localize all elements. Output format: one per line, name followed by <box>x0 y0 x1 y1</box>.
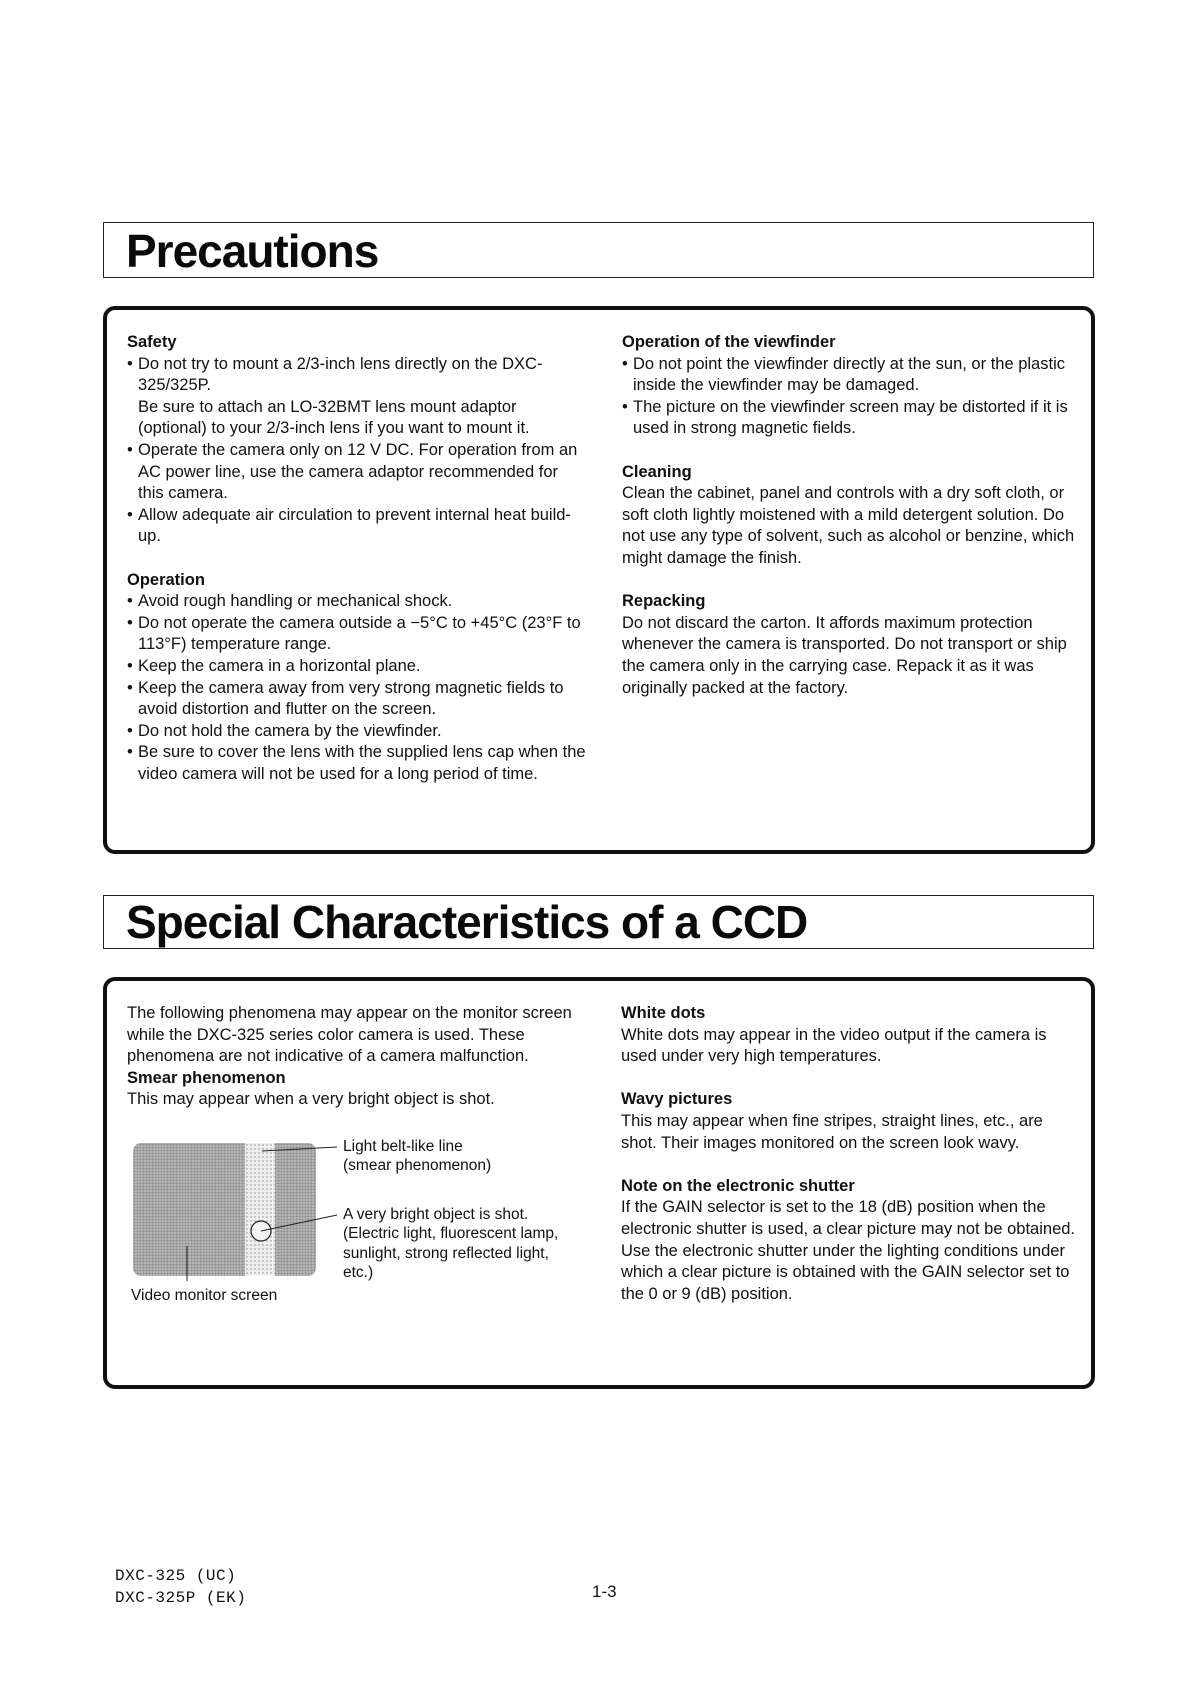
list-item: • Keep the camera in a horizontal plane. <box>127 656 587 678</box>
viewfinder-heading: Operation of the viewfinder <box>622 333 836 351</box>
footer-model-ek: DXC-325P (EK) <box>115 1589 247 1607</box>
list-item: • Do not point the viewfinder directly at the sun, or the plastic inside the viewfinder may be damaged. <box>622 354 1082 397</box>
wavy-heading: Wavy pictures <box>621 1090 733 1109</box>
safety-section <box>127 332 587 548</box>
precautions-right-column <box>622 332 1082 721</box>
list-item: • Do not operate the camera outside a −5°C to +45°C (23°F to 113°F) temperature range. <box>127 613 587 656</box>
white-dots-heading: White dots <box>621 1004 706 1022</box>
label-bright-object: A very bright object is shot. (Electric light, fluorescent lamp, sunlight, strong reflected light, etc.) <box>343 1205 559 1282</box>
smear-section <box>127 1068 587 1111</box>
precautions-left-column <box>127 332 587 807</box>
repacking-section <box>622 591 1082 699</box>
repacking-heading: Repacking <box>622 592 706 611</box>
precautions-title: Precautions <box>126 225 379 277</box>
list-item-text: Do not try to mount a 2/3-inch lens directly on the DXC-325/325P. <box>138 354 543 395</box>
callout-line-smear <box>262 1147 337 1151</box>
cleaning-section <box>622 462 1082 570</box>
ccd-left-column <box>127 1003 587 1321</box>
footer-model-uc: DXC-325 (UC) <box>115 1567 237 1585</box>
list-item: • Do not hold the camera by the viewfinder. <box>127 721 587 743</box>
list-item <box>127 354 587 440</box>
ccd-intro: The following phenomena may appear on the monitor screen while the DXC-325 series color camera is used. These phenomena are not indicative of a camera malfunction. <box>127 1004 572 1066</box>
callout-line-object <box>261 1215 337 1231</box>
shutter-section <box>621 1176 1081 1306</box>
white-dots-section <box>621 1003 1081 1068</box>
page-number: 1-3 <box>592 1582 617 1601</box>
operation-list <box>127 591 587 785</box>
label-smear-line: Light belt-like line (smear phenomenon) <box>343 1137 492 1175</box>
footer-model-numbers <box>115 1565 246 1609</box>
cleaning-text: Clean the cabinet, panel and controls with a dry soft cloth, or soft cloth lightly moistened with a mild detergent solution. Do not use any type of solvent, such as alcohol or benzine, which might damage the finish. <box>622 484 1075 567</box>
safety-heading: Safety <box>127 333 177 351</box>
wavy-section <box>621 1089 1081 1154</box>
shutter-heading: Note on the electronic shutter <box>621 1176 855 1195</box>
list-item: • Be sure to cover the lens with the supplied lens cap when the video camera will not be used for a long period of time. <box>127 742 587 785</box>
list-item-note: Be sure to attach an LO-32BMT lens mount adaptor (optional) to your 2/3-inch lens if you want to mount it. <box>138 397 530 438</box>
ccd-title: Special Characteristics of a CCD <box>126 896 808 948</box>
viewfinder-section <box>622 332 1082 440</box>
ccd-title-box <box>103 895 1094 949</box>
precautions-box <box>103 306 1095 854</box>
smear-text: This may appear when a very bright object is shot. <box>127 1090 495 1109</box>
list-item: • Keep the camera away from very strong magnetic fields to avoid distortion and flutter on the screen. <box>127 678 587 721</box>
label-monitor-screen: Video monitor screen <box>131 1286 278 1304</box>
white-dots-text: White dots may appear in the video output if the camera is used under very high temperatures. <box>621 1025 1047 1066</box>
precautions-title-box <box>103 222 1094 278</box>
operation-heading: Operation <box>127 570 205 589</box>
cleaning-heading: Cleaning <box>622 462 692 481</box>
ccd-box <box>103 977 1095 1389</box>
wavy-text: This may appear when fine stripes, straight lines, etc., are shot. Their images monitored on the screen look wavy. <box>621 1111 1043 1152</box>
ccd-right-column <box>621 1003 1081 1327</box>
operation-section <box>127 570 587 786</box>
shutter-text: If the GAIN selector is set to the 18 (dB) position when the electronic shutter is used, a clear picture may not be obtained. Use the electronic shutter under the lighting conditions under which a clear picture is obtained with the GAIN selector set to the 0 or 9 (dB) position. <box>621 1198 1075 1303</box>
smear-figure <box>127 1131 587 1321</box>
smear-heading: Smear phenomenon <box>127 1068 286 1087</box>
safety-list <box>127 354 587 548</box>
repacking-text: Do not discard the carton. It affords maximum protection whenever the camera is transported. Do not transport or ship the camera only in the carrying case. Repack it as it was originally packed at the factory. <box>622 613 1067 697</box>
list-item: • Allow adequate air circulation to prevent internal heat build-up. <box>127 505 587 548</box>
list-item: • The picture on the viewfinder screen may be distorted if it is used in strong magnetic fields. <box>622 397 1082 440</box>
list-item: • Operate the camera only on 12 V DC. For operation from an AC power line, use the camera adaptor recommended for this camera. <box>127 440 587 505</box>
list-item: • Avoid rough handling or mechanical shock. <box>127 591 587 613</box>
viewfinder-list <box>622 354 1082 440</box>
